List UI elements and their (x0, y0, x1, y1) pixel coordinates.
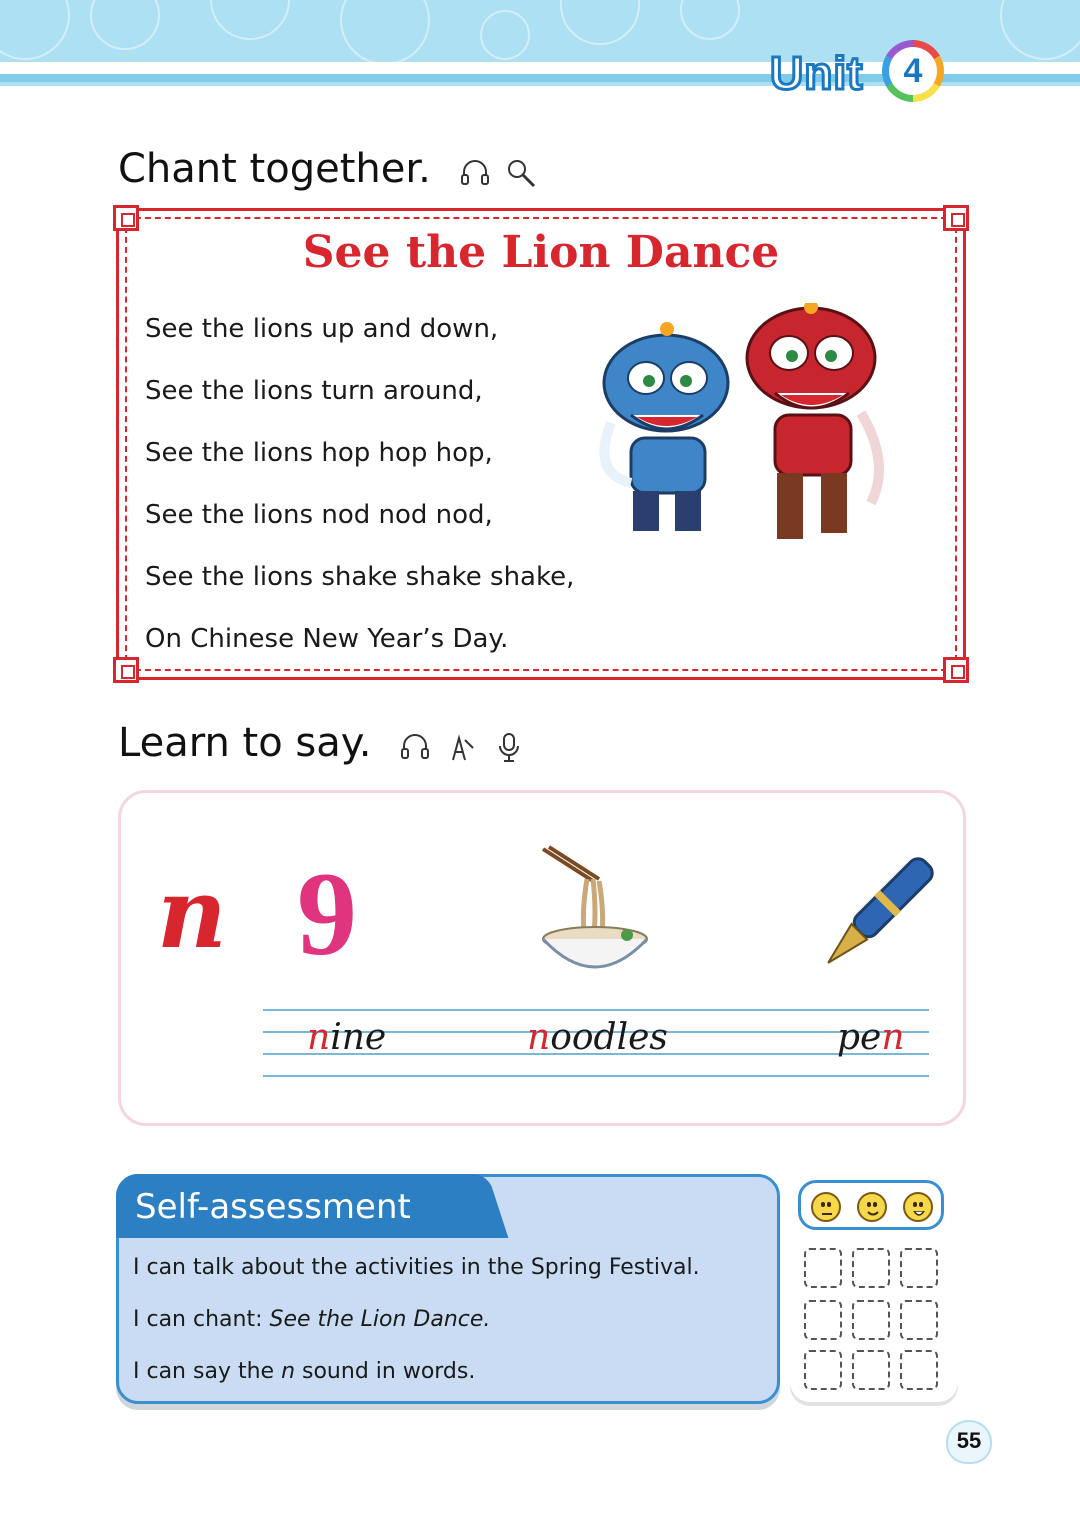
number-nine-picture: 9 (297, 847, 357, 980)
learn-title-text: Learn to say. (118, 720, 372, 766)
chant-line: See the lions nod nod nod, (145, 500, 493, 530)
word-highlight: n (527, 1017, 551, 1058)
blue-lion (604, 322, 728, 531)
chant-lines (145, 311, 574, 683)
item-text: I can chant: (133, 1307, 270, 1332)
word-rest: ine (330, 1017, 387, 1058)
rating-checkbox[interactable] (900, 1350, 938, 1390)
pointing-hand-icon (445, 730, 479, 764)
rating-checkbox[interactable] (852, 1248, 890, 1288)
unit-number-circle (882, 40, 944, 102)
chant-box-title: See the Lion Dance (302, 227, 780, 278)
item-text: I can talk about the activities in the Spring Festival. (133, 1255, 700, 1280)
frame-corner (943, 657, 969, 683)
red-lion (747, 303, 879, 539)
page-number-badge (946, 1414, 992, 1464)
learn-box (118, 790, 966, 1126)
chant-activity-icons (458, 148, 539, 194)
unit-number: 4 (889, 47, 937, 95)
chant-line: See the lions hop hop hop, (145, 438, 493, 468)
rating-panel (790, 1176, 958, 1402)
headphones-icon (458, 156, 492, 190)
chant-title-text: Chant together. (118, 146, 431, 192)
chant-section-title (118, 146, 538, 194)
page-number: 55 (956, 1428, 982, 1453)
self-assessment-item (133, 1253, 700, 1305)
self-assessment-box (116, 1174, 780, 1404)
word-highlight: n (307, 1017, 331, 1058)
rating-checkbox[interactable] (804, 1248, 842, 1288)
chant-line: See the lions shake shake shake, (145, 562, 575, 592)
rating-checkbox[interactable] (804, 1350, 842, 1390)
chant-box (116, 208, 966, 680)
smiling-face-icon (857, 1192, 887, 1222)
fountain-pen-illustration (807, 853, 937, 985)
item-text: I can say the (133, 1359, 282, 1384)
unit-label: Unit (770, 47, 864, 99)
rating-checkbox[interactable] (900, 1248, 938, 1288)
item-text: sound in words. (295, 1359, 476, 1384)
chant-line: On Chinese New Year’s Day. (145, 624, 509, 654)
self-assessment-title: Self-assessment (135, 1187, 411, 1227)
rating-checkbox[interactable] (852, 1300, 890, 1340)
microphone-icon (492, 730, 526, 764)
unit-badge (770, 38, 970, 112)
chant-line: See the lions turn around, (145, 376, 483, 406)
self-assessment-item (133, 1357, 700, 1409)
headphones-icon (398, 730, 432, 764)
word-noodles (527, 1017, 668, 1058)
word-highlight: n (881, 1017, 905, 1058)
frame-corner (113, 657, 139, 683)
item-italic: See the Lion Dance. (269, 1307, 491, 1332)
item-italic: n (281, 1359, 296, 1384)
word-pen (837, 1017, 905, 1058)
rating-checkbox[interactable] (852, 1350, 890, 1390)
lion-dance-illustration (571, 303, 911, 563)
noodles-bowl-illustration (535, 845, 655, 985)
word-nine (307, 1017, 386, 1058)
rating-checkbox[interactable] (804, 1300, 842, 1340)
chant-line: See the lions up and down, (145, 314, 499, 344)
target-letter: n (157, 857, 227, 970)
neutral-face-icon (811, 1192, 841, 1222)
learn-activity-icons (398, 722, 525, 768)
word-rest: oodles (550, 1017, 668, 1058)
self-assessment-item (133, 1305, 700, 1357)
self-assessment-items (133, 1253, 700, 1409)
learn-section-title (118, 720, 526, 768)
pointing-hand-icon (504, 156, 538, 190)
rating-faces-bar (798, 1180, 944, 1230)
rating-checkbox[interactable] (900, 1300, 938, 1340)
grinning-face-icon (903, 1192, 933, 1222)
word-before: pe (837, 1017, 882, 1058)
